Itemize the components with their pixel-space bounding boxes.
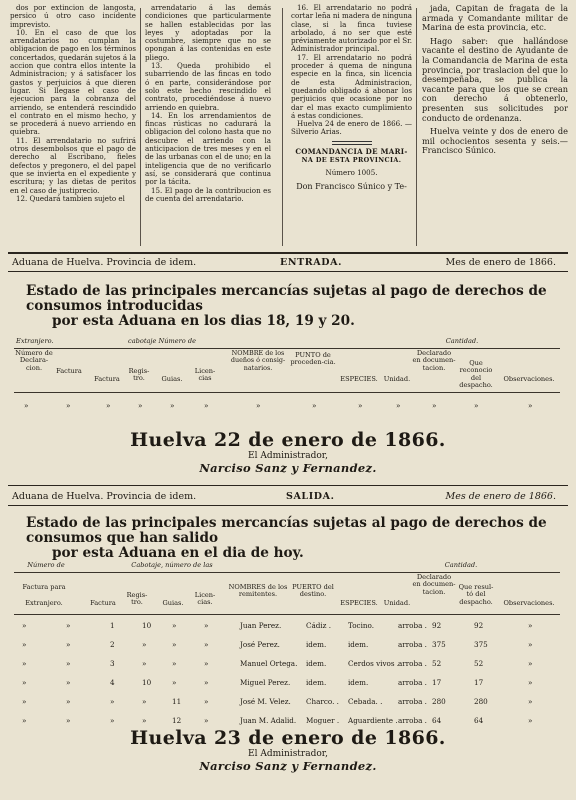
cell: Miguel Perez.	[240, 678, 291, 687]
paragraph: arrendatario á las demás condiciones que particularmente se hallen establecidas por las leyes y adoptadas por la costumbre, siempre que no se opongan á las contenidas en este pliego.	[145, 4, 271, 62]
col-puerto: PUERTO del destino.	[292, 583, 334, 599]
table-row	[14, 639, 560, 651]
section-rule	[8, 252, 568, 254]
col-licencias: Licen-cias.	[194, 591, 216, 607]
cell: »	[396, 401, 401, 410]
col-registro: Regis-tro.	[126, 591, 148, 607]
column-divider	[282, 8, 283, 246]
cell: »	[22, 697, 27, 706]
cell: Manuel Ortega.	[240, 659, 298, 668]
cell: 11	[172, 697, 182, 706]
cell: »	[204, 659, 209, 668]
cell: 1	[110, 621, 115, 630]
cell: »	[204, 621, 209, 630]
col-group-cantidad: Cantidad.	[444, 561, 478, 569]
cell: »	[142, 659, 147, 668]
cell: »	[22, 678, 27, 687]
month-label: Mes de enero de 1866.	[445, 257, 556, 268]
text-columns	[10, 4, 566, 244]
cell: »	[172, 640, 177, 649]
customs-office: Aduana de Huelva. Provincia de idem.	[12, 257, 197, 268]
cell: 375	[432, 640, 446, 649]
column-divider	[416, 8, 417, 246]
section-heading: COMANDANCIA DE MARI-	[295, 146, 408, 156]
col-observaciones: Observaciones.	[503, 599, 555, 607]
col-factura: Factura	[94, 375, 120, 383]
cell: 3	[110, 659, 115, 668]
cell: 10	[142, 621, 152, 630]
col-especies: ESPECIES.	[340, 599, 378, 607]
table-rule	[14, 348, 560, 349]
cell: arroba .	[398, 678, 427, 687]
cell: »	[528, 621, 533, 630]
col-group-numero: Número de	[27, 561, 65, 569]
cell: 17	[474, 678, 484, 687]
salida-header	[12, 491, 556, 503]
cell: arroba .	[398, 621, 427, 630]
paragraph: Don Francisco Súnico y Te-	[296, 181, 407, 191]
table-row	[14, 677, 560, 689]
cell: 280	[432, 697, 446, 706]
signature-name: Narciso Sanz y Fernandez.	[199, 759, 377, 773]
cell: »	[528, 659, 533, 668]
cell: »	[528, 401, 533, 410]
cell: »	[138, 401, 143, 410]
cell: »	[66, 716, 71, 725]
direction-label: ENTRADA.	[280, 257, 342, 268]
col-observaciones: Observaciones.	[503, 375, 555, 383]
col-nombre: NOMBRE de los dueños ó consig-natarios.	[230, 349, 286, 372]
paragraph: 16. El arrendatario no podrá cortar leña ni madera de ninguna clase, si la finca tuviese arbolado, á no ser que esté préviamente autorizado por el Sr. Administrador principal.	[291, 4, 412, 54]
cell: Charco. .	[306, 697, 339, 706]
cell: »	[528, 697, 533, 706]
col-nombres: NOMBRES de los remitentes.	[228, 583, 288, 599]
paragraph: jada, Capitan de fragata de la armada y Comandante militar de Marina de esta provincia, etc.	[422, 4, 568, 33]
col-licencias: Licen-cias	[194, 367, 216, 383]
cell: idem.	[348, 640, 369, 649]
paragraph: 14. En los arrendamientos de fincas rústicas no cadurará la obligacion del colono hasta que no descubre el arriendo con la anticipacion de tres meses y en el de las urbanas con el de uno; en la inteligencia que de no verificarlo así, se considerará que continua por la tácita.	[145, 110, 271, 187]
col-guias: Guias.	[161, 375, 183, 383]
cell: Juan Perez.	[240, 621, 282, 630]
cell: »	[22, 716, 27, 725]
col-declarado: Declarado en documen-tacion.	[412, 573, 456, 596]
cell: arroba .	[398, 697, 427, 706]
cell: »	[66, 401, 71, 410]
col-puerto: PUNTO de proceden-cia.	[290, 351, 336, 367]
cell: »	[172, 621, 177, 630]
cell: Cerdos vivos .	[348, 659, 400, 668]
cell: José Perez.	[240, 640, 280, 649]
cell: »	[110, 697, 115, 706]
cell: »	[528, 678, 533, 687]
cell: Cebada. .	[348, 697, 383, 706]
paragraph: 15. El pago de la contribucion es de cuenta del arrendatario.	[145, 185, 271, 203]
paragraph: 13. Queda prohibido el subarriendo de las fincas en todo ó en parte, considerándose por solo este hecho rescindido el contrato, procediéndose á nuevo arriendo en quiebra.	[145, 61, 271, 112]
customs-office: Aduana de Huelva. Provincia de idem.	[12, 491, 197, 502]
cell: 52	[432, 659, 442, 668]
col-unidad: Unidad.	[383, 375, 411, 383]
col-numero-declaracion: Número de Declara-cion.	[15, 349, 53, 372]
cell: »	[204, 697, 209, 706]
cell: »	[110, 716, 115, 725]
paragraph: 11. El arrendatario no sufrirá otros desembolsos que el pago de derecho al Escribano, fieles defectos y pregonero, el del papel que se invierta en el expediente y escritura; y las dietas de peritos en el caso de justiprecio.	[10, 135, 136, 195]
cell: »	[66, 678, 71, 687]
section-rule	[8, 485, 568, 486]
cell: 375	[474, 640, 488, 649]
cell: 17	[432, 678, 442, 687]
table-row	[14, 400, 560, 412]
table-rule	[14, 614, 560, 615]
cell: arroba .	[398, 716, 427, 725]
signature-role: El Administrador,	[248, 451, 328, 461]
col-guias: Guias.	[162, 599, 184, 607]
cell: »	[142, 640, 147, 649]
cell: 64	[432, 716, 442, 725]
column-divider	[140, 8, 141, 246]
cell: 4	[110, 678, 115, 687]
column-3	[291, 4, 412, 244]
cell: »	[312, 401, 317, 410]
signature-name: Narciso Sanz y Fernandez.	[199, 461, 377, 475]
cell: »	[22, 621, 27, 630]
cell: »	[172, 678, 177, 687]
table-title-line: por esta Aduana en los dias 18, 19 y 20.	[52, 313, 355, 329]
cell: Moguer .	[306, 716, 340, 725]
cell: »	[66, 621, 71, 630]
table-row	[14, 696, 560, 708]
col-reconocido: Que resul-tó del despacho.	[458, 583, 494, 606]
cell: 52	[474, 659, 484, 668]
column-4	[422, 4, 568, 244]
signature-date: Huelva 22 de enero de 1866.	[130, 429, 446, 451]
cell: »	[24, 401, 29, 410]
cell: »	[22, 659, 27, 668]
col-especies: ESPECIES.	[340, 375, 378, 383]
cell: »	[66, 697, 71, 706]
cell: »	[22, 640, 27, 649]
col-factura: Factura	[56, 367, 82, 375]
cell: »	[142, 716, 147, 725]
table-row	[14, 620, 560, 632]
notice-number: Número 1005.	[325, 168, 378, 178]
cell: »	[106, 401, 111, 410]
cell: idem.	[306, 659, 327, 668]
table-rule	[14, 572, 560, 573]
col-reconocido: Que reconocio del despacho.	[459, 359, 493, 390]
cell: 92	[474, 621, 484, 630]
cell: »	[204, 716, 209, 725]
cell: idem.	[348, 678, 369, 687]
cell: Tocino.	[348, 621, 375, 630]
section-heading-line2: NA DE ESTA PROVINCIA.	[301, 156, 402, 165]
cell: »	[66, 640, 71, 649]
entrada-header	[12, 257, 556, 269]
col-declarado: Declarado en documen-tacion.	[412, 349, 456, 372]
double-rule	[332, 141, 372, 145]
paragraph: 12. Quedará tambien sujeto el	[16, 193, 125, 203]
month-label: Mes de enero de 1866.	[445, 491, 556, 502]
column-2	[145, 4, 271, 244]
col-group-extranjero: Extranjero.	[16, 337, 54, 345]
cell: 280	[474, 697, 488, 706]
cell: »	[256, 401, 261, 410]
cell: arroba .	[398, 659, 427, 668]
cell: Cádiz .	[306, 621, 332, 630]
cell: »	[142, 697, 147, 706]
signature-date: Huelva 23 de enero de 1866.	[130, 727, 446, 749]
cell: »	[170, 401, 175, 410]
cell: »	[528, 640, 533, 649]
paragraph: 17. El arrendatario no podrá proceder á quema de ninguna especie en la finca, sin licencia de esta Administracion, quedando obligado á abonar los perjuicios que ocasione por no dar el mas exacto cumplimiento á estas condiciones.	[291, 52, 412, 120]
cell: idem.	[306, 678, 327, 687]
table-title	[26, 284, 556, 329]
table-rule	[14, 392, 560, 393]
table-title-line: Estado de las principales mercancías sujetas al pago de derechos de consumos introducidas	[26, 283, 547, 314]
table-title-line: Estado de las principales mercancías sujetas al pago de derechos de consumos que han salido	[26, 515, 547, 546]
cell: 2	[110, 640, 115, 649]
cell: 10	[142, 678, 152, 687]
cell: »	[66, 659, 71, 668]
cell: »	[204, 401, 209, 410]
cell: »	[358, 401, 363, 410]
table-title	[26, 516, 556, 561]
cell: 92	[432, 621, 442, 630]
column-1	[10, 4, 136, 244]
section-rule	[8, 505, 568, 506]
col-factura: Factura	[90, 599, 116, 607]
cell: José M. Velez.	[240, 697, 291, 706]
col-registro: Regis-tro.	[128, 367, 150, 383]
direction-label: SALIDA.	[286, 491, 335, 502]
paragraph: dos por extincion de langosta, persico ú otro caso incidente imprevisto.	[10, 4, 136, 29]
col-group-cabotaje: cabotaje Número de	[128, 337, 196, 345]
table-title-line: por esta Aduana en el dia de hoy.	[52, 545, 304, 561]
paragraph: Huelva veinte y dos de enero de mil ochocientos sesenta y seis.—Francisco Súnico.	[422, 126, 568, 156]
cell: arroba .	[398, 640, 427, 649]
col-factura-para: Factura para	[22, 583, 66, 591]
col-group-cabotaje: Cabotaje, número de las	[131, 561, 213, 569]
col-unidad: Unidad.	[383, 599, 411, 607]
paragraph: Huelva 24 de enero de 1866. —Silverio Arias.	[291, 119, 412, 137]
section-rule	[8, 271, 568, 272]
col-group-cantidad: Cantidad.	[445, 337, 479, 345]
signature-role: El Administrador,	[248, 749, 328, 759]
cell: »	[204, 640, 209, 649]
cell: 64	[474, 716, 484, 725]
cell: Juan M. Adalid.	[240, 716, 297, 725]
table-row	[14, 715, 560, 727]
cell: »	[172, 659, 177, 668]
cell: »	[204, 678, 209, 687]
cell: idem.	[306, 640, 327, 649]
cell: »	[432, 401, 437, 410]
cell: 12	[172, 716, 182, 725]
salida-table-head	[14, 562, 560, 614]
paragraph: 10. En el caso de que los arrendatarios no cumplan la obligacion de pago en los términos concertados, quedarán sujetos á la accion que contra ellos intente la Administracion; y á satisfacer los gastos y perjuicios á que dieren lugar. Si llegase el caso de ejecucion para la cobranza del arriendo, se entenderá rescindido el contrato en el mismo hecho, y se procederá á nuevo arriendo en quiebra.	[10, 27, 136, 137]
cell: »	[528, 716, 533, 725]
cell: »	[474, 401, 479, 410]
paragraph: Hago saber: que hallándose vacante el destino de Ayudante de la Comandancia de Marina de esta provincia, por traslacion del que lo desempeñaba, se publica la vacante para que los que se crean con derecho á obtenerlo, presenten sus solicitudes por conducto de ordenanza.	[422, 35, 568, 123]
entrada-table-head	[14, 338, 560, 392]
table-row	[14, 658, 560, 670]
cell: Aguardiente .	[348, 716, 398, 725]
col-extranjero: Extranjero.	[25, 599, 63, 607]
